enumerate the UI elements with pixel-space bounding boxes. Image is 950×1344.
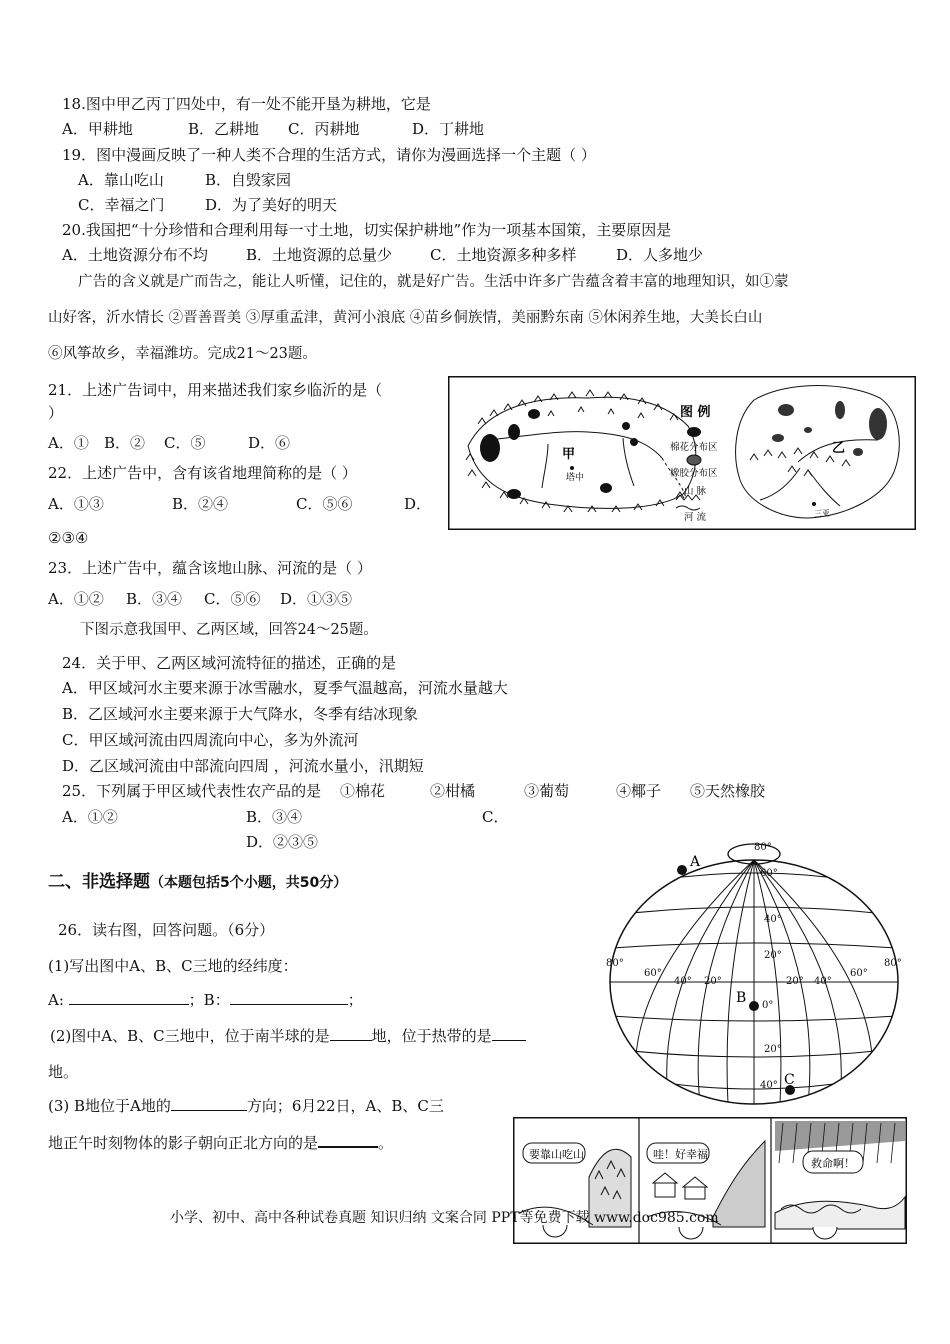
lon-label-20e: 20° xyxy=(786,976,804,987)
q26-part-2 xyxy=(50,1026,526,1046)
q25-option-b: B．③④ xyxy=(246,808,303,826)
q18-option-a: A．甲耕地 xyxy=(62,120,133,138)
q26-part-3-a: (3) B地位于A地的 xyxy=(48,1097,171,1115)
q24-option-b: B．乙区域河水主要来源于大气降水，冬季有结冰现象 xyxy=(62,705,419,723)
q25-item-2: ②柑橘 xyxy=(430,782,476,800)
lat-label-40: 40° xyxy=(764,914,782,925)
lon-label-40e: 40° xyxy=(814,976,832,987)
q20-option-d: D．人多地少 xyxy=(616,246,704,264)
q26-part-3-b: 方向；6月22日，A、B、C三 xyxy=(246,1097,444,1115)
passage-line-3: ⑥风筝故乡，幸福潍坊。完成21～23题。 xyxy=(48,346,317,362)
q18-stem: 18.图中甲乙丙丁四处中，有一处不能开垦为耕地，它是 xyxy=(62,95,431,113)
answer-blank-a[interactable] xyxy=(69,990,189,1005)
lon-label-60e: 60° xyxy=(850,968,868,979)
answer-blank-tropic[interactable] xyxy=(492,1026,526,1041)
lat-label-20s: 20° xyxy=(764,1044,782,1055)
q25-item-1: ①棉花 xyxy=(340,782,386,800)
q20-option-c: C．土地资源多种多样 xyxy=(430,246,577,264)
q26-part-3 xyxy=(48,1096,444,1116)
q24-option-a: A．甲区域河水主要来源于冰雪融水，夏季气温越高，河流水量越大 xyxy=(62,679,508,697)
q20-option-b: B．土地资源的总量少 xyxy=(246,246,393,264)
q21-option-b: B．② xyxy=(104,434,146,452)
q22-option-d: D． xyxy=(404,495,432,513)
q21-stem: 21．上述广告词中，用来描述我们家乡临沂的是（ xyxy=(48,381,383,399)
label-yi: 乙 xyxy=(832,441,846,456)
q19-stem: 19．图中漫画反映了一种人类不合理的生活方式，请你为漫画选择一个主题（ ） xyxy=(62,146,596,164)
q19-option-d: D．为了美好的明天 xyxy=(205,196,338,214)
latitude-longitude-globe xyxy=(606,830,910,1106)
q23-stem: 23．上述广告中，蕴含该地山脉、河流的是（ ） xyxy=(48,559,372,577)
q18-option-b: B．乙耕地 xyxy=(188,120,260,138)
q26-stem: 26．读右图，回答问题。（6分） xyxy=(58,921,275,939)
q23-option-a: A．①② xyxy=(48,590,104,608)
answer-blank-direction[interactable] xyxy=(171,1096,247,1111)
q22-stem: 22．上述广告中，含有该省地理简称的是（ ） xyxy=(48,464,357,482)
bubble-3: 救命啊！ xyxy=(811,1157,855,1170)
legend-rubber-swatch xyxy=(687,455,701,465)
section-2-heading xyxy=(48,872,347,893)
section-2-note: （本题包括5个小题，共50分） xyxy=(150,875,348,891)
label-tazhong: 塔中 xyxy=(566,473,585,483)
q24-stem: 24．关于甲、乙两区域河流特征的描述，正确的是 xyxy=(62,654,397,672)
q25-option-d: D．②③⑤ xyxy=(246,833,319,851)
q26-part-2-a: (2)图中A、B、C三地中，位于南半球的是 xyxy=(50,1027,330,1045)
q26-label-a: A: xyxy=(48,991,64,1009)
point-b-marker xyxy=(749,1001,759,1011)
lon-label-20w: 20° xyxy=(704,976,722,987)
q22-option-b: B．②④ xyxy=(172,495,229,513)
bubble-2: 哇！好幸福 xyxy=(653,1148,708,1161)
legend-cotton-swatch xyxy=(687,427,701,437)
q26-part-3-cont xyxy=(48,1132,393,1153)
legend-river: 河 流 xyxy=(684,512,707,523)
q25-item-3: ③葡萄 xyxy=(524,782,570,800)
q19-option-a: A．靠山吃山 xyxy=(78,171,164,189)
q24-option-d: D．乙区域河流由中部流向四周 ，河流水量小，汛期短 xyxy=(62,757,424,775)
q26-part-1: (1)写出图中A、B、C三地的经纬度： xyxy=(48,957,298,975)
point-c-label: C xyxy=(784,1072,795,1088)
q22-option-d-value: ②③④ xyxy=(48,529,89,547)
lat-label-0: 0° xyxy=(762,1000,774,1011)
q21-stem-end: ） xyxy=(48,404,64,422)
label-sanya: 三亚 xyxy=(814,509,830,518)
passage-line-2: 山好客，沂水情长 ②晋善晋美 ③厚重孟津，黄河小浪底 ④苗乡侗族情，美丽黔东南 ⑤休闲养生地，大美长白山 xyxy=(48,310,763,326)
lon-label-80e: 80° xyxy=(884,958,902,969)
lat-label-20: 20° xyxy=(764,950,782,961)
label-jia: 甲 xyxy=(562,447,576,462)
q21-option-d: D．⑥ xyxy=(248,434,291,452)
q22-option-a: A．①③ xyxy=(48,495,104,513)
q18-option-c: C．丙耕地 xyxy=(288,120,360,138)
legend-rubber: 橡胶分布区 xyxy=(670,468,718,479)
intro-24-25: 下图示意我国甲、乙两区域，回答24～25题。 xyxy=(80,622,378,638)
region-map xyxy=(448,376,916,530)
point-a-label: A xyxy=(690,854,701,870)
q26-part-3-end: 。 xyxy=(378,1134,394,1152)
q25-item-4: ④椰子 xyxy=(616,782,662,800)
lon-label-40w: 40° xyxy=(674,976,692,987)
section-2-title: 二、非选择题 xyxy=(48,872,150,892)
q25-item-5: ⑤天然橡胶 xyxy=(690,782,766,800)
legend-title: 图 例 xyxy=(680,405,711,420)
q18-option-d: D．丁耕地 xyxy=(412,120,485,138)
passage-line-1: 广告的含义就是广而告之，能让人听懂，记住的，就是好广告。生活中许多广告蕴含着丰富的地理知识，如①蒙 xyxy=(78,274,789,290)
lon-label-80w: 80° xyxy=(606,958,624,969)
q26-part-1-answers xyxy=(48,990,363,1010)
legend-mountain: 山 脉 xyxy=(684,486,707,497)
q21-option-c: C．⑤ xyxy=(164,434,206,452)
q26-part-3-c: 地正午时刻物体的影子朝向正北方向的是 xyxy=(48,1134,319,1152)
q23-option-d: D．①③⑤ xyxy=(280,590,353,608)
q26-part-1-end: ； xyxy=(347,991,363,1009)
point-a-marker xyxy=(677,865,687,875)
q25-stem: 25．下列属于甲区域代表性农产品的是 xyxy=(62,782,322,800)
bubble-1: 要靠山吃山 xyxy=(529,1148,584,1161)
q22-option-c: C．⑤⑥ xyxy=(296,495,353,513)
q19-option-c: C．幸福之门 xyxy=(78,196,165,214)
answer-blank-shadow[interactable] xyxy=(318,1132,378,1148)
lat-label-60: 60° xyxy=(760,868,778,879)
q26-part-2-b: 地，位于热带的是 xyxy=(371,1027,492,1045)
point-b-label: B xyxy=(736,990,747,1006)
answer-blank-south[interactable] xyxy=(330,1026,372,1041)
page-footer: 小学、初中、高中各种试卷真题 知识归纳 文案合同 PPT等免费下载 www.doc985.com xyxy=(170,1210,719,1226)
lat-label-40s: 40° xyxy=(760,1080,778,1091)
q26-label-b: ；B： xyxy=(188,991,230,1009)
q19-option-b: B．自毁家园 xyxy=(205,171,292,189)
q20-option-a: A．土地资源分布不均 xyxy=(62,246,208,264)
q20-stem: 20.我国把“十分珍惜和合理利用每一寸土地，切实保护耕地”作为一项基本国策，主要原因是 xyxy=(62,221,672,239)
q25-option-a: A．①② xyxy=(62,808,118,826)
legend-cotton: 棉花分布区 xyxy=(670,442,718,453)
q24-option-c: C．甲区域河流由四周流向中心，多为外流河 xyxy=(62,731,359,749)
lon-label-60w: 60° xyxy=(644,968,662,979)
q23-option-c: C．⑤⑥ xyxy=(204,590,261,608)
q23-option-b: B．③④ xyxy=(126,590,183,608)
answer-blank-b[interactable] xyxy=(230,990,348,1005)
q26-part-2-end: 地。 xyxy=(48,1063,79,1081)
q21-option-a: A．① xyxy=(48,434,89,452)
q25-option-c: C． xyxy=(482,808,509,826)
lat-label-80: 80° xyxy=(754,842,772,853)
